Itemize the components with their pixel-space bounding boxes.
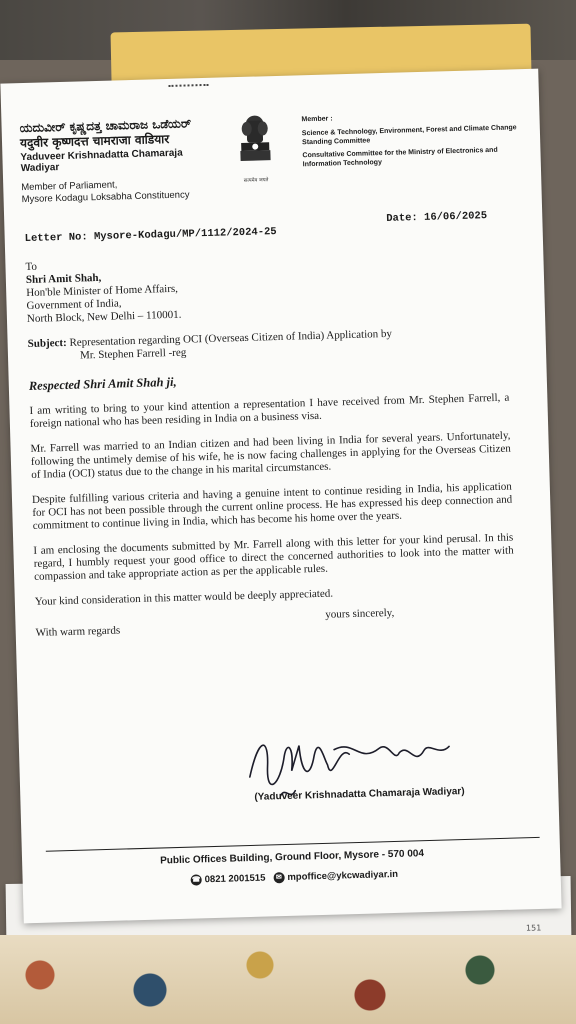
designation-line-1: Member of Parliament, [21, 179, 118, 194]
email-icon: ✉ [273, 872, 284, 883]
paragraph-2: Mr. Farrell was married to an Indian citizen and had been living in India for several years. Unfortunately, following the untimely demise of his wife, he is now facing challenges in applying for the Overseas Citizen of India (OCI) status due to the change in his marital circumstances. [30, 429, 511, 481]
recipient-line-2: Government of India, [26, 297, 122, 313]
closing-row [35, 604, 516, 647]
recipient-name: Shri Amit Shah, [25, 271, 102, 287]
signatory-name: (Yaduveer Krishnadatta Chamaraja Wadiyar) [254, 785, 465, 803]
emblem-motto: सत्यमेव जयते [243, 177, 269, 184]
under-page-code: 151 [525, 923, 542, 933]
national-emblem [229, 112, 281, 191]
regards: With warm regards [35, 624, 121, 639]
letter-date: Date: 16/06/2025 [386, 210, 488, 225]
letterhead-right [301, 109, 523, 173]
recipient-line-1: Hon'ble Minister of Home Affairs, [26, 282, 179, 300]
recipient-line-3: North Block, New Delhi – 110001. [26, 308, 182, 326]
member-item-1: Science & Technology, Environment, Forest and Climate Change Standing Committee [301, 124, 517, 147]
designation [21, 177, 222, 207]
letterhead-left [19, 116, 221, 207]
name-english: Yaduveer Krishnadatta Chamaraja Wadiyar [20, 147, 183, 175]
salutation: Respected Shri Amit Shah ji, [28, 374, 177, 393]
letter-number: Letter No: Mysore-Kodagu/MP/1112/2024-25 [24, 226, 277, 246]
phone-number: 0821 2001515 [204, 872, 266, 886]
member-item-2: Consultative Committee for the Ministry of Electronics and Information Technology [302, 146, 498, 169]
subject [27, 325, 508, 364]
recipient-block [25, 248, 507, 326]
yours-sincerely: yours sincerely, [325, 606, 395, 621]
name-hindi: यदुवीर कृष्णदत्त चामराजा वाडियार [19, 131, 170, 151]
subject-label: Subject: [27, 336, 67, 351]
patterned-cloth [0, 935, 576, 1024]
email-address: mpoffice@ykcwadiyar.in [287, 868, 399, 883]
paragraph-1: I am writing to bring to your kind attention a representation I have received from Mr. Stephen Farrell, a foreign national who has been residing in India on a business visa. [29, 391, 510, 430]
top-mark [168, 84, 208, 93]
phone-contact [191, 873, 266, 886]
subject-text-2: Mr. Stephen Farrell -reg [79, 346, 187, 362]
letter-body [25, 248, 516, 647]
paragraph-4: I am enclosing the documents submitted by Mr. Farrell along with this letter for your kind perusal. In this regard, I humbly request your good office to direct the concerned authorities to look into the matter with compassion and take appropriate action as per the applicable rules. [33, 531, 514, 583]
designation-line-2: Mysore Kodagu Loksabha Constituency [21, 189, 190, 206]
email-contact [273, 869, 398, 883]
footer-divider [46, 837, 540, 852]
footer-address: Public Offices Building, Ground Floor, Mysore - 570 004 [159, 848, 425, 867]
lion-capital-icon [234, 112, 276, 173]
closing-line: Your kind consideration in this matter would be deeply appreciated. [34, 587, 334, 608]
phone-icon: ☎ [191, 874, 202, 885]
paragraph-3: Despite fulfilling various criteria and having a genuine intent to continue residing in India, his application for OCI has not been possible through the current online process. He has expressed his deep connection and commitment to continue living in India, which has become his home over the years. [31, 480, 513, 532]
subject-text-1: Representation regarding OCI (Overseas Citizen of India) Application by [69, 327, 393, 349]
footer-contact [191, 869, 399, 886]
member-label: Member : [301, 115, 333, 124]
name-kannada: ಯದುವೀರ್ ಕೃಷ್ಣದತ್ತ ಚಾಮರಾಜ ಒಡೆಯರ್ [19, 116, 192, 136]
letter-page [0, 69, 561, 924]
to-label: To [25, 260, 38, 274]
